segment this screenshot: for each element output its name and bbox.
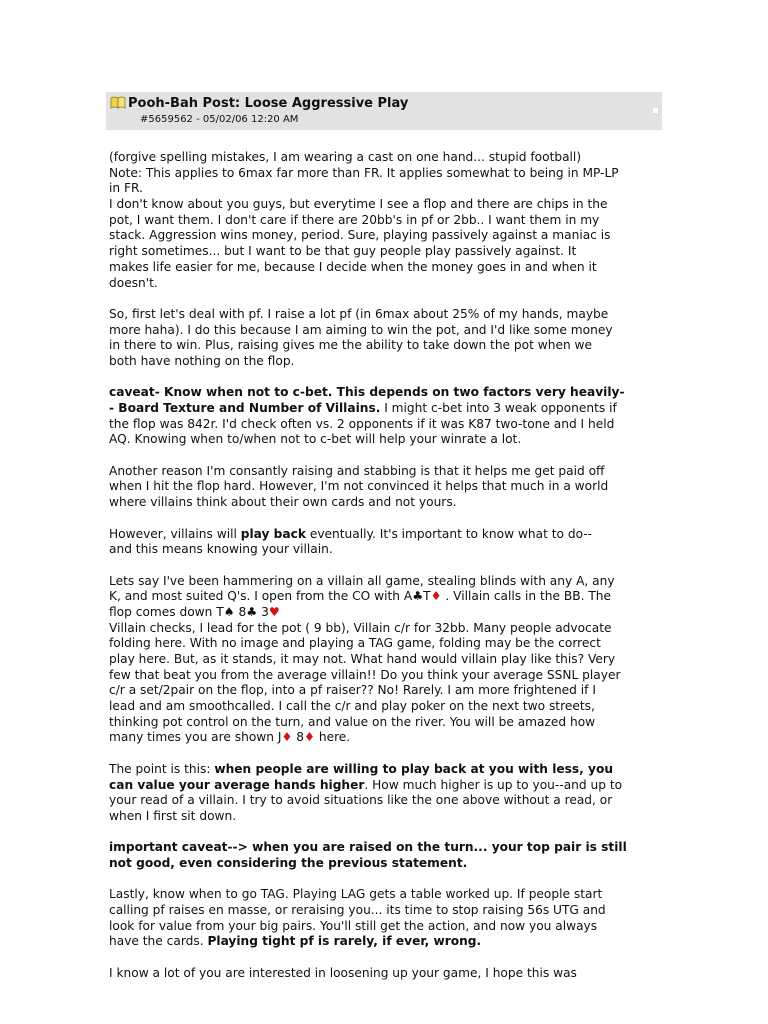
post-text-segment: pot, I want them. I don't care if there are 20bb's in pf or 2bb.. I want them in my (109, 212, 600, 227)
post-text-segment: thinking pot control on the turn, and value on the river. You will be amazed how (109, 714, 596, 729)
post-text-segment: folding here. With no image and playing a TAG game, folding may be the correct (109, 636, 601, 651)
post-text-segment: T (423, 589, 431, 604)
post-line (109, 228, 659, 244)
bold-text-segment: - Board Texture and Number of Villains. (109, 401, 381, 415)
post-text-segment: right sometimes... but I want to be that guy people play passively against. It (109, 244, 577, 259)
post-text-segment: Villain checks, I lead for the pot ( 9 bb), Villain c/r for 32bb. Many people advocate (109, 620, 612, 635)
post-text-segment: both have nothing on the flop. (109, 353, 295, 368)
post-options-marker[interactable] (653, 108, 658, 113)
post-line (109, 652, 659, 668)
post-text-segment: I know a lot of you are interested in loosening up your game, I hope this was (109, 965, 577, 980)
post-line (109, 197, 659, 213)
blank-line (109, 558, 659, 574)
post-text-segment: doesn't. (109, 275, 158, 290)
card-suit-icon: ♦ (304, 730, 315, 745)
post-meta: #5659562 - 05/02/06 12:20 AM (140, 114, 299, 125)
post-text-segment: I don't know about you guys, but everytime I see a flop and there are chips in the (109, 197, 608, 212)
post-text-segment: Note: This applies to 6max far more than FR. It applies somewhat to being in MP-LP (109, 165, 619, 180)
card-suit-icon: ♦ (281, 730, 293, 745)
post-text-segment: when I first sit down. (109, 808, 237, 823)
post-line (109, 495, 659, 511)
blank-line (109, 291, 659, 307)
post-line (109, 401, 659, 417)
post-line (109, 417, 659, 433)
post-line (109, 338, 659, 354)
post-line (109, 793, 659, 809)
post-line (109, 919, 659, 935)
post-text-segment: your read of a villain. I try to avoid situations like the one above without a read, or (109, 793, 613, 808)
post-text-segment: few that beat you from the average villain!! Do you think your average SSNL player (109, 667, 621, 682)
post-line (109, 605, 659, 621)
post-text-segment: c/r a set/2pair on the flop, into a pf raiser?? No! Rarely. I am more frightened if I (109, 683, 596, 698)
post-line (109, 181, 659, 197)
post-line (109, 479, 659, 495)
book-icon (110, 96, 126, 109)
post-line (109, 778, 659, 794)
post-text-segment: where villains think about their own cards and not yours. (109, 495, 457, 510)
post-text-segment: here. (314, 730, 351, 745)
post-text-segment: 3 (257, 604, 269, 619)
post-line (109, 903, 659, 919)
post-line (109, 166, 659, 182)
post-title: Pooh-Bah Post: Loose Aggressive Play (128, 96, 409, 111)
post-line (109, 260, 659, 276)
post-text-segment: Lastly, know when to go TAG. Playing LAG gets a table worked up. If people start (109, 887, 603, 902)
post-line (109, 213, 659, 229)
post-text-segment: makes life easier for me, because I decide when the money goes in and when it (109, 259, 597, 274)
post-line (109, 464, 659, 480)
post-line (109, 276, 659, 292)
post-line (109, 809, 659, 825)
post-text-segment: lead and am smoothcalled. I call the c/r and play poker on the next two streets, (109, 699, 595, 714)
post-text-segment: K, and most suited Q's. I open from the CO with A (109, 589, 413, 604)
post-line (109, 699, 659, 715)
post-line (109, 966, 659, 982)
bold-text-segment: when you are raised on the turn... your top pair is still (252, 840, 627, 855)
blank-line (109, 950, 659, 966)
post-line (109, 668, 659, 684)
post-text-segment: have the cards. (109, 934, 208, 949)
post-line (109, 244, 659, 260)
post-line (109, 840, 659, 856)
post-body (106, 130, 662, 988)
post-line (109, 385, 659, 401)
post-text-segment: 8 (292, 730, 305, 745)
post-line (109, 856, 659, 872)
post-line (109, 715, 659, 731)
post-line (109, 527, 659, 543)
post-text-segment: and this means knowing your villain. (109, 542, 333, 557)
post-text-segment: AQ. Knowing when to/when not to c-bet will help your winrate a lot. (109, 432, 522, 447)
post-line (109, 887, 659, 903)
blank-line (109, 872, 659, 888)
card-suit-icon: ♣ (246, 604, 258, 619)
post-line (109, 621, 659, 637)
post-text-segment: eventually. It's important to know what to do-- (305, 526, 593, 541)
blank-line (109, 825, 659, 841)
post-line (109, 683, 659, 699)
blank-line (109, 370, 659, 386)
post-line (109, 762, 659, 778)
post-text (109, 150, 659, 981)
post-text-segment: stack. Aggression wins money, period. Sure, playing passively against a maniac is (109, 228, 611, 243)
card-suit-icon: ♦ (430, 589, 442, 604)
post-text-segment: (forgive spelling mistakes, I am wearing a cast on one hand... stupid football) (109, 150, 582, 164)
post-text-segment: . Villain calls in the BB. The (441, 589, 611, 604)
post-text-segment: play here. But, as it stands, it may not. What hand would villain play like this? Very (109, 652, 616, 666)
post-line (109, 934, 659, 950)
post-text-segment: more haha). I do this because I am aiming to win the pot, and I'd like some money (109, 322, 613, 337)
post-line (109, 150, 659, 166)
post-text-segment: Another reason I'm consantly raising and stabbing is that it helps me get paid off (109, 463, 605, 478)
card-suit-icon: ♣ (412, 589, 424, 604)
post-text-segment: when I hit the flop hard. However, I'm not convinced it helps that much in a world (109, 479, 609, 494)
post-text-segment: the flop was 842r. I'd check often vs. 2 opponents if it was K87 two-tone and I held (109, 416, 615, 431)
blank-line (109, 448, 659, 464)
post-text-segment: calling pf raises en masse, or reraising you... its time to stop raising 56s UTG and (109, 903, 606, 917)
post-text-segment: in FR. (109, 181, 143, 196)
card-suit-icon: ♥ (268, 604, 280, 619)
blank-line (109, 511, 659, 527)
post-line (109, 636, 659, 652)
post-header (106, 92, 662, 130)
post-text-segment: I might c-bet into 3 weak opponents if (380, 401, 617, 415)
bold-text-segment: can value your average hands higher (109, 777, 365, 792)
post-text-segment: flop comes down T (109, 604, 224, 619)
post-line (109, 432, 659, 448)
bold-text-segment: not good, even considering the previous statement. (109, 855, 468, 870)
post-line (109, 542, 659, 558)
bold-text-segment: play back (240, 526, 306, 541)
post-text-segment: Lets say I've been hammering on a villain all game, stealing blinds with any A, any (109, 573, 615, 588)
post-text-segment: look for value from your big pairs. You'll still get the action, and now you always (109, 918, 598, 933)
post-line (109, 589, 659, 605)
post-line (109, 730, 659, 746)
bold-text-segment: important caveat--> (109, 840, 253, 855)
post-text-segment: in there to win. Plus, raising gives me the ability to take down the pot when we (109, 338, 593, 353)
post-text-segment: The point is this: (109, 761, 215, 776)
post-text-segment: . How much higher is up to you--and up to (364, 777, 623, 792)
post-text-segment: So, first let's deal with pf. I raise a lot pf (in 6max about 25% of my hands, maybe (109, 306, 609, 321)
post-line (109, 574, 659, 590)
post-line (109, 354, 659, 370)
card-suit-icon: ♠ (223, 604, 235, 619)
post-text-segment: many times you are shown J (109, 730, 282, 745)
bold-text-segment: when people are willing to play back at you with less, you (214, 761, 614, 776)
post-line (109, 307, 659, 323)
post-text-segment: 8 (234, 604, 247, 619)
post-text-segment: However, villains will (109, 526, 241, 541)
bold-text-segment: Playing tight pf is rarely, if ever, wrong. (207, 934, 482, 949)
post-line (109, 323, 659, 339)
blank-line (109, 746, 659, 762)
bold-text-segment: caveat- Know when not to c-bet. This depends on two factors very heavily- (109, 385, 625, 400)
